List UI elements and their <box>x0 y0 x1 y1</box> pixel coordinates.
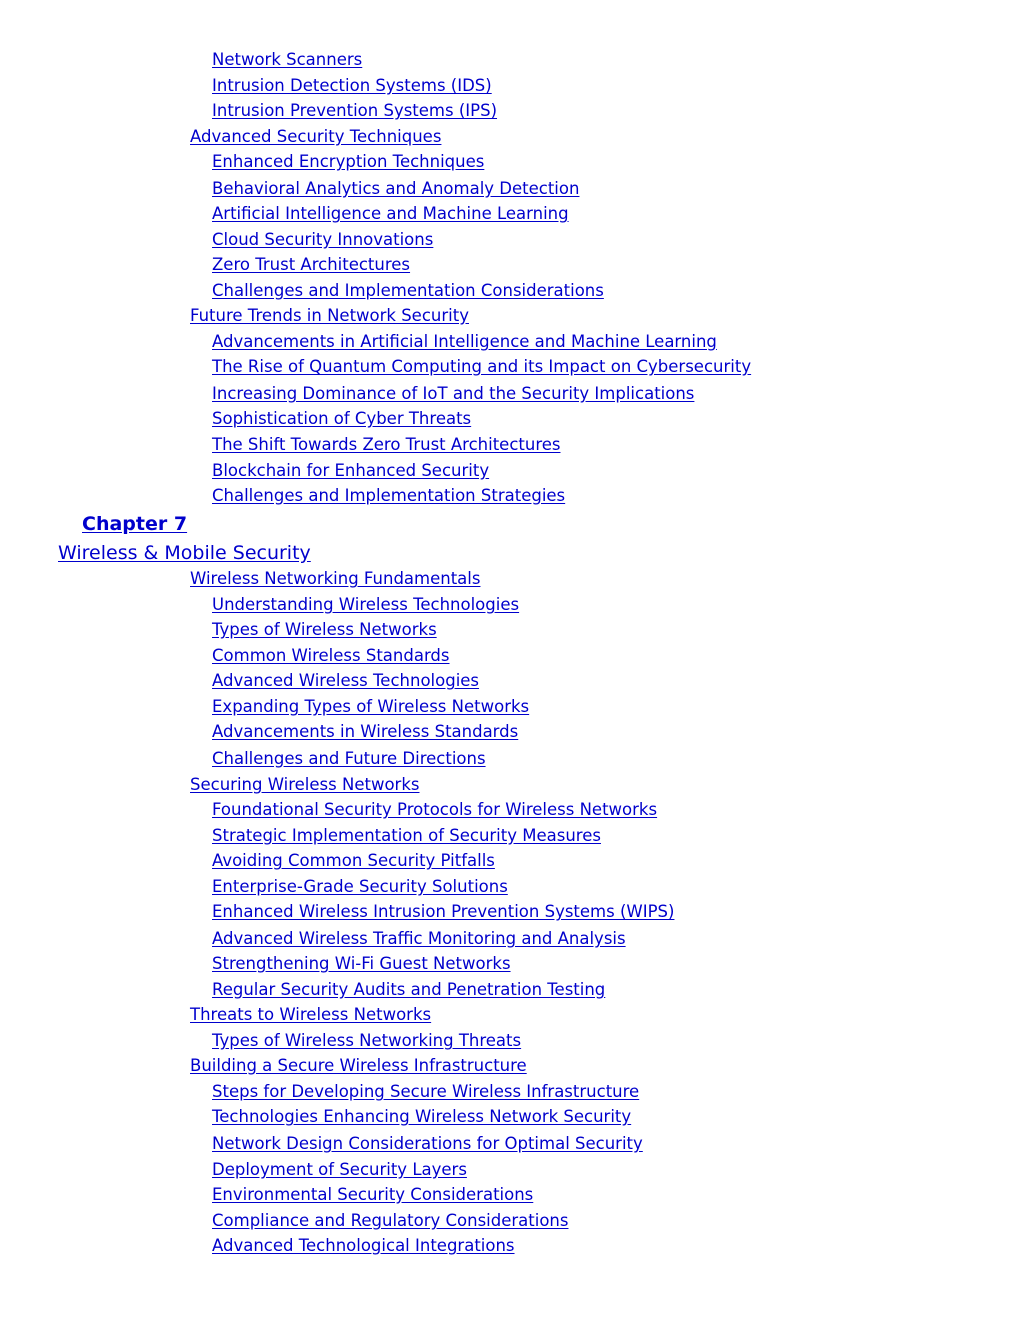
chapter-title-link[interactable]: Wireless & Mobile Security <box>58 542 311 564</box>
toc-link[interactable]: Compliance and Regulatory Considerations <box>212 1211 569 1230</box>
toc-link[interactable]: Network Scanners <box>212 50 363 69</box>
toc-link[interactable]: Challenges and Implementation Considerations <box>212 281 604 300</box>
toc-link[interactable]: Understanding Wireless Technologies <box>212 595 520 614</box>
toc-link[interactable]: Steps for Developing Secure Wireless Infrastructure <box>212 1082 640 1101</box>
toc-link[interactable]: Foundational Security Protocols for Wireless Networks <box>212 800 658 819</box>
toc-link[interactable]: Environmental Security Considerations <box>212 1185 534 1204</box>
toc-section-link[interactable]: Threats to Wireless Networks <box>190 1005 432 1024</box>
toc-link[interactable]: Advanced Technological Integrations <box>212 1236 515 1255</box>
toc-link[interactable]: Avoiding Common Security Pitfalls <box>212 851 495 870</box>
toc-link[interactable]: Advancements in Wireless Standards <box>212 722 519 741</box>
toc-link[interactable]: Technologies Enhancing Wireless Network Security <box>212 1107 632 1126</box>
toc-link[interactable]: The Rise of Quantum Computing and its Impact on Cybersecurity <box>212 357 752 376</box>
toc-link[interactable]: Zero Trust Architectures <box>212 255 411 274</box>
toc-link[interactable]: Challenges and Implementation Strategies <box>212 486 566 505</box>
toc-link[interactable]: Types of Wireless Networking Threats <box>212 1031 522 1050</box>
toc-link[interactable]: Advanced Wireless Technologies <box>212 671 480 690</box>
toc-link[interactable]: Cloud Security Innovations <box>212 230 434 249</box>
toc-link[interactable]: Deployment of Security Layers <box>212 1160 467 1179</box>
toc-link[interactable]: Intrusion Detection Systems (IDS) <box>212 76 492 95</box>
toc-link[interactable]: Advancements in Artificial Intelligence and Machine Learning <box>212 332 717 351</box>
toc-link[interactable]: Increasing Dominance of IoT and the Security Implications <box>212 384 695 403</box>
toc-link[interactable]: Artificial Intelligence and Machine Learning <box>212 204 569 223</box>
toc-link[interactable]: Expanding Types of Wireless Networks <box>212 697 530 716</box>
toc-link[interactable]: Behavioral Analytics and Anomaly Detection <box>212 179 580 198</box>
toc-link[interactable]: Blockchain for Enhanced Security <box>212 461 490 480</box>
toc-link[interactable]: Advanced Wireless Traffic Monitoring and Analysis <box>212 929 626 948</box>
toc-link[interactable]: Enterprise-Grade Security Solutions <box>212 877 508 896</box>
toc-link[interactable]: Regular Security Audits and Penetration Testing <box>212 980 606 999</box>
toc-link[interactable]: Strategic Implementation of Security Measures <box>212 826 601 845</box>
toc-link[interactable]: Enhanced Wireless Intrusion Prevention Systems (WIPS) <box>212 902 675 921</box>
toc-link[interactable]: Common Wireless Standards <box>212 646 450 665</box>
toc-section-link[interactable]: Future Trends in Network Security <box>190 306 469 325</box>
toc-link[interactable]: Types of Wireless Networks <box>212 620 437 639</box>
toc-section-link[interactable]: Building a Secure Wireless Infrastructure <box>190 1056 527 1075</box>
toc-link[interactable]: Challenges and Future Directions <box>212 749 486 768</box>
toc-section-link[interactable]: Advanced Security Techniques <box>190 127 442 146</box>
chapter-label-link[interactable]: Chapter 7 <box>82 513 188 535</box>
toc-section-link[interactable]: Securing Wireless Networks <box>190 775 420 794</box>
toc-link[interactable]: Intrusion Prevention Systems (IPS) <box>212 101 498 120</box>
toc-link[interactable]: The Shift Towards Zero Trust Architectures <box>212 435 561 454</box>
toc-link[interactable]: Enhanced Encryption Techniques <box>212 152 485 171</box>
toc-link[interactable]: Network Design Considerations for Optimal Security <box>212 1134 643 1153</box>
toc-section-link[interactable]: Wireless Networking Fundamentals <box>190 569 481 588</box>
toc-link[interactable]: Sophistication of Cyber Threats <box>212 409 472 428</box>
toc-link[interactable]: Strengthening Wi-Fi Guest Networks <box>212 954 511 973</box>
